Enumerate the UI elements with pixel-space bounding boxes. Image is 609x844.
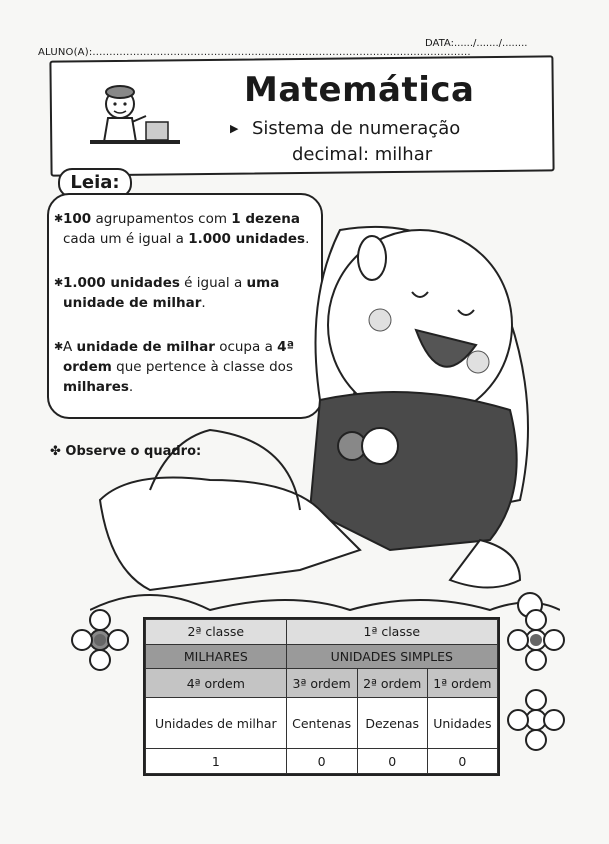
fact-3-part: ocupa a xyxy=(214,339,278,355)
class-name-cell: UNIDADES SIMPLES xyxy=(286,644,497,669)
class-cell: 2ª classe xyxy=(146,620,287,645)
fact-3-part: 4ª ordem xyxy=(63,339,295,375)
star-bullet-icon: ✱ xyxy=(54,212,64,225)
class-cell: 1ª classe xyxy=(286,620,497,645)
fact-3-part: unidade de milhar xyxy=(76,339,215,355)
value-cell: 0 xyxy=(427,749,497,774)
fact-2-part: . xyxy=(201,295,206,311)
fact-3-part: que pertence à classe dos xyxy=(111,359,293,375)
fact-1-part: . xyxy=(305,231,310,247)
value-cell: 0 xyxy=(357,749,427,774)
place-name-cell: Unidades xyxy=(427,698,497,749)
fact-2-part: 1.000 unidades xyxy=(63,275,180,291)
place-name-cell: Centenas xyxy=(286,698,357,749)
star-bullet-icon: ✱ xyxy=(54,340,64,353)
fact-1-part: 1 dezena xyxy=(231,211,300,227)
boy-writing-illustration xyxy=(80,82,190,174)
value-cell: 0 xyxy=(286,749,357,774)
fact-2-part: uma unidade de milhar xyxy=(63,275,280,311)
fact-3-part: A xyxy=(63,339,77,355)
fact-3-part: milhares xyxy=(63,379,129,395)
arrow-bullet-icon: ▶ xyxy=(230,122,239,135)
fact-2-part: é igual a xyxy=(179,275,247,291)
girl-illustration xyxy=(90,210,560,620)
observe-label xyxy=(50,444,201,459)
star-bullet-icon: ✱ xyxy=(54,276,64,289)
subtitle-line-1: Sistema de numeração xyxy=(252,118,461,139)
place-value-table xyxy=(143,617,500,776)
date-line: DATA:....../......./........ xyxy=(425,38,528,49)
fact-3-part: . xyxy=(128,379,134,395)
observe-text: Observe o quadro: xyxy=(65,444,202,459)
page-title: Matemática xyxy=(244,70,475,110)
fact-1-part: 100 xyxy=(63,211,92,227)
order-cell: 4ª ordem xyxy=(146,669,287,698)
order-cell: 3ª ordem xyxy=(286,669,357,698)
flowers-right-decoration xyxy=(496,600,586,770)
subtitle-line-2: decimal: milhar xyxy=(292,144,433,165)
place-name-cell: Dezenas xyxy=(357,698,427,749)
fact-1-part: 1.000 unidades xyxy=(188,231,306,247)
class-name-cell: MILHARES xyxy=(146,644,287,669)
order-cell: 1ª ordem xyxy=(427,669,497,698)
fact-1-part: agrupamentos com xyxy=(91,211,232,227)
student-name-line: ALUNO(A):................................................................................................................ xyxy=(38,47,471,58)
place-name-cell: Unidades de milhar xyxy=(146,698,287,749)
fact-1-part: cada um é igual a xyxy=(63,231,189,247)
order-cell: 2ª ordem xyxy=(357,669,427,698)
plus-bullet-icon: ✤ xyxy=(50,444,66,459)
read-label: Leia: xyxy=(58,168,132,198)
flowers-left-decoration xyxy=(60,600,150,710)
value-cell: 1 xyxy=(146,749,287,774)
